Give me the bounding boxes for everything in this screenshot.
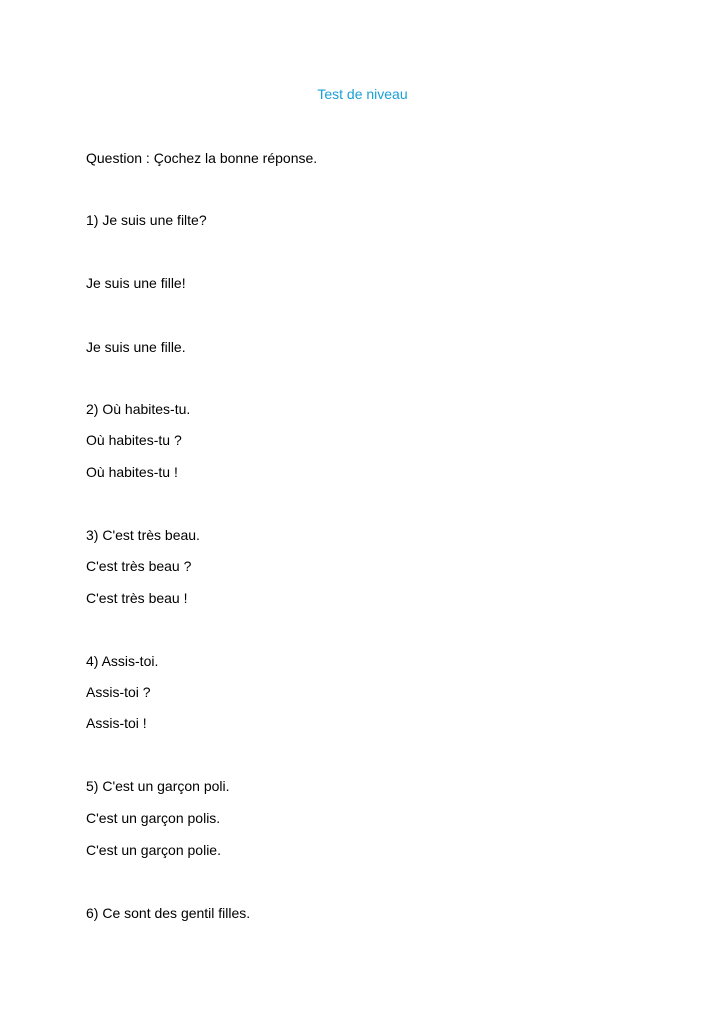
question-2-option: Où habites-tu ? [86, 432, 182, 448]
question-1: 1) Je suis une filte? [86, 212, 207, 228]
question-5-option: C'est un garçon polis. [86, 810, 221, 826]
question-3-option: C'est très beau ? [86, 558, 192, 574]
question-5: 5) C'est un garçon poli. [86, 778, 230, 794]
question-1-option: Je suis une fille! [86, 275, 186, 291]
question-6: 6) Ce sont des gentil filles. [86, 905, 251, 921]
document-title: Test de niveau [317, 86, 408, 102]
question-3-option: C'est très beau ! [86, 590, 188, 606]
question-4-option: Assis-toi ! [86, 715, 147, 731]
question-3: 3) C'est très beau. [86, 527, 200, 543]
question-1-option: Je suis une fille. [86, 339, 186, 355]
question-5-option: C'est un garçon polie. [86, 842, 221, 858]
question-2: 2) Où habites-tu. [86, 401, 191, 417]
question-4: 4) Assis-toi. [86, 653, 159, 669]
instruction-text: Question : Çochez la bonne réponse. [86, 150, 318, 166]
question-4-option: Assis-toi ? [86, 684, 151, 700]
question-2-option: Où habites-tu ! [86, 464, 178, 480]
